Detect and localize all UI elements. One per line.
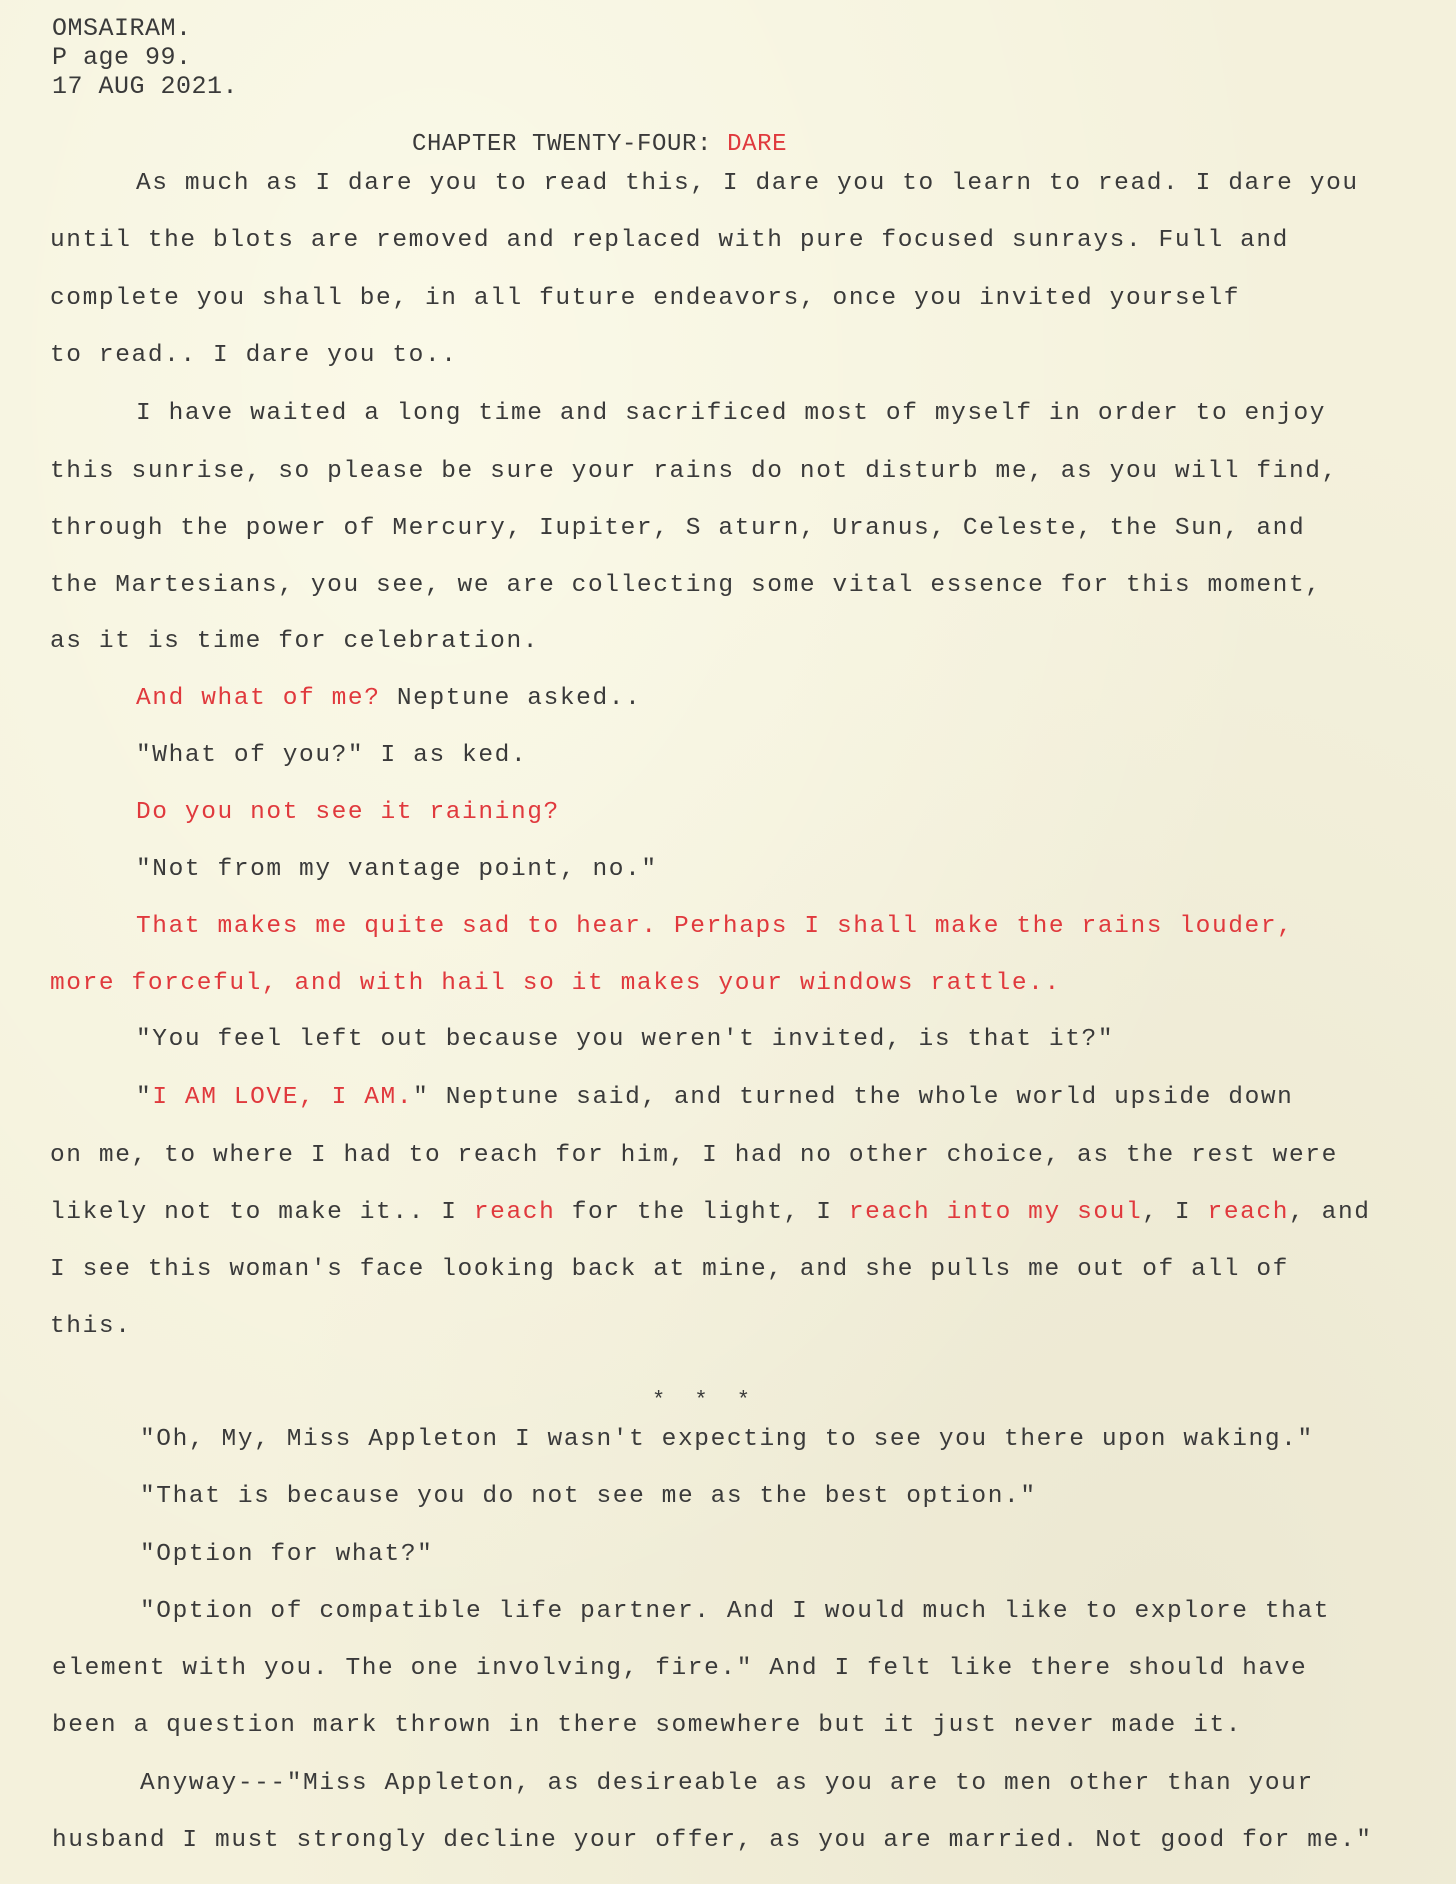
text-line <box>50 1313 132 1340</box>
text-segment: this sunrise, so please be sure your rains do not disturb me, as you will find, <box>50 458 1338 485</box>
text-segment: "You feel left out because you weren't invited, is that it?" <box>136 1026 1115 1053</box>
text-segment: Anyway---"Miss Appleton, as desireable as you are to men other than your <box>140 1770 1314 1797</box>
red-text-segment: I AM LOVE, I AM. <box>152 1084 414 1111</box>
text-line <box>50 227 1289 254</box>
text-line <box>140 1770 1314 1797</box>
text-segment: Neptune asked.. <box>380 685 642 712</box>
text-line <box>136 913 1293 940</box>
text-line <box>136 799 560 826</box>
red-text-segment: more forceful, and with hail so it makes your windows rattle.. <box>50 970 1061 997</box>
text-line <box>136 1084 1294 1111</box>
chapter-name: DARE <box>727 131 788 158</box>
text-line <box>50 1142 1338 1169</box>
text-segment: "Not from my vantage point, no." <box>136 856 658 883</box>
text-line <box>50 458 1338 485</box>
text-line <box>140 1541 433 1568</box>
text-segment: as it is time for celebration. <box>50 628 540 655</box>
text-line <box>50 1199 1371 1226</box>
text-segment: " Neptune said, and turned the whole world upside down <box>413 1084 1294 1111</box>
section-separator: * * * <box>652 1388 759 1413</box>
red-text-segment: reach <box>473 1199 556 1226</box>
text-segment: "That is because you do not see me as the best option." <box>140 1483 1037 1510</box>
text-line <box>52 1655 1307 1682</box>
text-segment: been a question mark thrown in there somewhere but it just never made it. <box>52 1712 1243 1739</box>
header-line-1: OMSAIRAM. <box>52 14 192 43</box>
text-line <box>136 1026 1114 1053</box>
text-segment: this. <box>50 1313 132 1340</box>
header-line-2: P age 99. <box>52 43 192 72</box>
text-line <box>140 1426 1314 1453</box>
chapter-title <box>412 131 787 158</box>
text-segment: "Option for what?" <box>140 1541 434 1568</box>
text-line <box>136 400 1326 427</box>
text-segment: element with you. The one involving, fire." And I felt like there should have <box>52 1655 1308 1682</box>
text-line <box>50 970 1061 997</box>
text-line <box>136 742 527 769</box>
text-segment: "Option of compatible life partner. And I would much like to explore that <box>140 1598 1331 1625</box>
text-line <box>140 1483 1037 1510</box>
text-segment: through the power of Mercury, Iupiter, S aturn, Uranus, Celeste, the Sun, and <box>50 515 1306 542</box>
text-segment: for the light, I <box>555 1199 849 1226</box>
text-segment: likely not to make it.. I <box>50 1199 474 1226</box>
text-segment: , and <box>1289 1199 1371 1226</box>
text-line <box>50 342 458 369</box>
text-line <box>50 1256 1289 1283</box>
text-segment: complete you shall be, in all future endeavors, once you invited yourself <box>50 285 1241 312</box>
text-line <box>140 1598 1330 1625</box>
text-line <box>50 515 1305 542</box>
red-text-segment: Do you not see it raining? <box>136 799 560 826</box>
text-segment: husband I must strongly decline your offer, as you are married. Not good for me." <box>52 1827 1373 1854</box>
text-segment: I see this woman's face looking back at mine, and she pulls me out of all of <box>50 1256 1289 1283</box>
red-text-segment: And what of me? <box>136 685 381 712</box>
text-line <box>52 1712 1242 1739</box>
header-line-3: 17 AUG 2021. <box>52 72 239 101</box>
red-text-segment: reach <box>1207 1199 1290 1226</box>
text-segment: , I <box>1142 1199 1208 1226</box>
text-line <box>136 170 1359 197</box>
text-line <box>136 856 658 883</box>
red-text-segment: That makes me quite sad to hear. Perhaps I shall make the rains louder, <box>136 913 1294 940</box>
text-line <box>50 572 1322 599</box>
text-segment: the Martesians, you see, we are collecting some vital essence for this moment, <box>50 572 1322 599</box>
text-segment: As much as I dare you to read this, I dare you to learn to read. I dare you <box>136 170 1359 197</box>
text-segment: to read.. I dare you to.. <box>50 342 458 369</box>
text-line <box>136 685 641 712</box>
text-segment: on me, to where I had to reach for him, I had no other choice, as the rest were <box>50 1142 1338 1169</box>
text-segment: until the blots are removed and replaced with pure focused sunrays. Full and <box>50 227 1289 254</box>
chapter-label: CHAPTER TWENTY-FOUR: <box>412 131 728 158</box>
page-header <box>52 14 238 101</box>
text-segment: "What of you?" I as ked. <box>136 742 528 769</box>
text-segment: "Oh, My, Miss Appleton I wasn't expecting to see you there upon waking." <box>140 1426 1314 1453</box>
text-line <box>52 1827 1373 1854</box>
text-segment: " <box>136 1084 153 1111</box>
text-line <box>50 285 1240 312</box>
text-line <box>50 628 539 655</box>
red-text-segment: reach into my soul <box>848 1199 1143 1226</box>
text-segment: I have waited a long time and sacrificed most of myself in order to enjoy <box>136 400 1327 427</box>
